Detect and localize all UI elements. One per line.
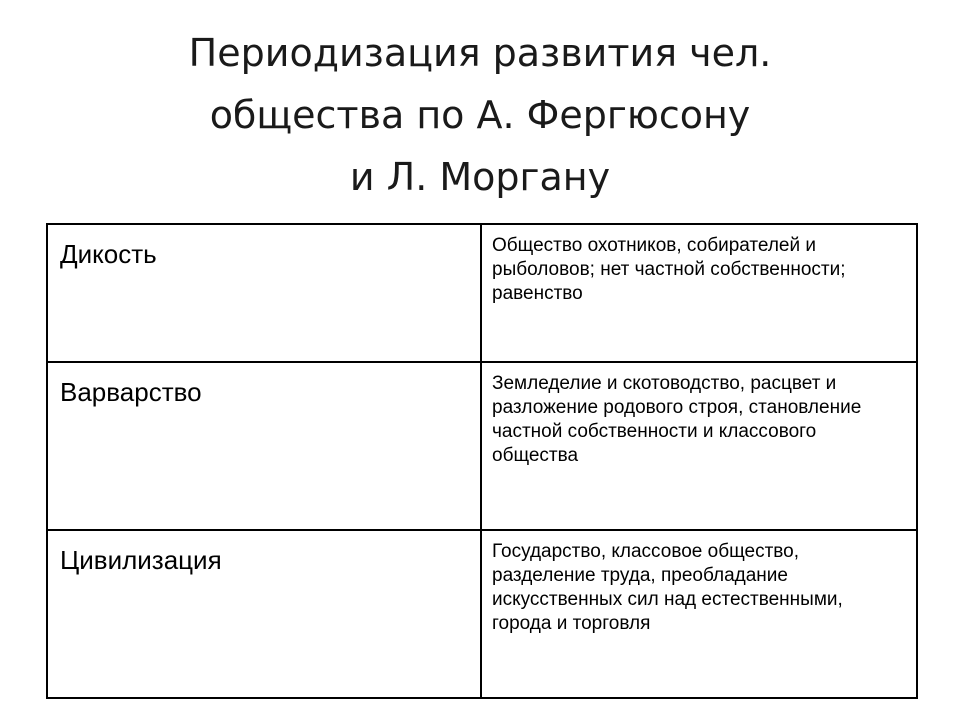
description-cell [481,224,917,362]
term-cell [47,224,481,362]
periodization-table [46,223,918,699]
term-cell [47,530,481,698]
title-line-1: Периодизация развития чел. [188,31,772,75]
description-cell [481,362,917,530]
slide-title [40,22,920,208]
description-cell [481,530,917,698]
term-description: Государство, классовое общество, разделение труда, преобладание искусственных сил над естественными, города и торговля [492,541,843,634]
term-cell [47,362,481,530]
table-row [47,530,917,698]
term-label: Дикость [60,239,157,269]
term-label: Цивилизация [60,545,222,575]
term-description: Общество охотников, собирателей и рыболовов; нет частной собственности; равенство [492,235,846,304]
title-line-2: общества по А. Фергюсону [209,93,751,137]
term-label: Варварство [60,377,202,407]
term-description: Земледелие и скотоводство, расцвет и разложение родового строя, становление частной собственности и классового общества [492,373,862,466]
table-row [47,362,917,530]
title-line-3: и Л. Моргану [349,155,611,199]
table-row [47,224,917,362]
